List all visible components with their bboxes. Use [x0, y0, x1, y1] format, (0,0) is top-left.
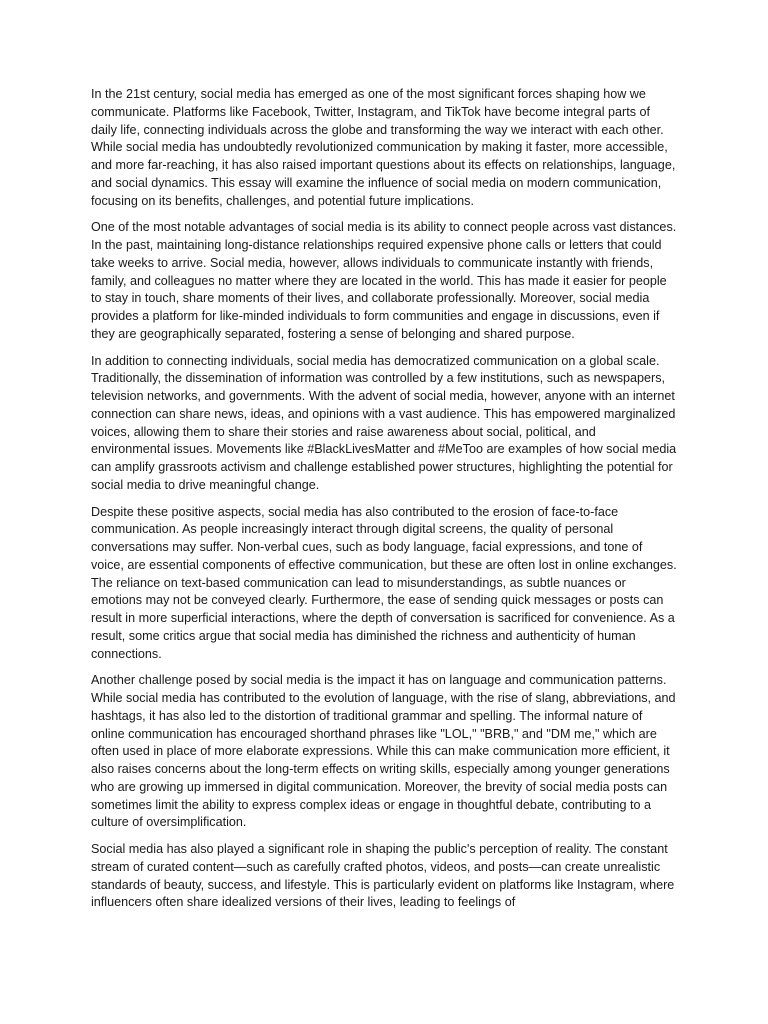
paragraph-language: Another challenge posed by social media is the impact it has on language and communication patterns. While social media has contributed to the evolution of language, with the rise of slang, abbreviations, and hashtags, it has also led to the distortion of traditional grammar and spelling. The informal nature of online communication has encouraged shorthand phrases like "LOL," "BRB," and "DM me," which are often used in place of more elaborate expressions. While this can make communication more efficient, it also raises concerns about the long-term effects on writing skills, especially among younger generations who are growing up immersed in digital communication. Moreover, the brevity of social media posts can sometimes limit the ability to express complex ideas or engage in thoughtful debate, contributing to a culture of oversimplification. [91, 673, 676, 830]
paragraph-connection: One of the most notable advantages of social media is its ability to connect people across vast distances. In the past, maintaining long-distance relationships required expensive phone calls or letters that could take weeks to arrive. Social media, however, allows individuals to communicate instantly with friends, family, and colleagues no matter where they are located in the world. This has made it easier for people to stay in touch, share moments of their lives, and collaborate professionally. Moreover, social media provides a platform for like-minded individuals to form communities and engage in discussions, even if they are geographically separated, fostering a sense of belonging and shared purpose. [91, 220, 677, 341]
paragraph-face-to-face: Despite these positive aspects, social media has also contributed to the erosion of face-to-face communication. As people increasingly interact through digital screens, the quality of personal conversations may suffer. Non-verbal cues, such as body language, facial expressions, and tone of voice, are essential components of effective communication, but these are often lost in online exchanges. The reliance on text-based communication can lead to misunderstandings, as subtle nuances or emotions may not be conveyed clearly. Furthermore, the ease of sending quick messages or posts can result in more superficial interactions, where the depth of conversation is sacrificed for convenience. As a result, some critics argue that social media has diminished the richness and authenticity of human connections. [91, 504, 677, 661]
paragraph-intro: In the 21st century, social media has emerged as one of the most significant forces shaping how we communicate. Platforms like Facebook, Twitter, Instagram, and TikTok have become integral parts of daily life, connecting individuals across the globe and transforming the way we interact with each other. While social media has undoubtedly revolutionized communication by making it faster, more accessible, and more far-reaching, it has also raised important questions about its effects on relationships, language, and social dynamics. This essay will examine the influence of social media on modern communication, focusing on its benefits, challenges, and potential future implications. [91, 87, 676, 208]
paragraph-perception: Social media has also played a significant role in shaping the public's perception of reality. The constant stream of curated content—such as carefully crafted photos, videos, and posts—can create unrealistic standards of beauty, success, and lifestyle. This is particularly evident on platforms like Instagram, where influencers often share idealized versions of their lives, leading to feelings of [91, 842, 675, 910]
essay-body [91, 86, 677, 921]
paragraph-democratization: In addition to connecting individuals, social media has democratized communication on a global scale. Traditionally, the dissemination of information was controlled by a few institutions, such as newspapers, television networks, and governments. With the advent of social media, however, anyone with an internet connection can share news, ideas, and opinions with a vast audience. This has empowered marginalized voices, allowing them to share their stories and raise awareness about social, political, and environmental issues. Movements like #BlackLivesMatter and #MeToo are examples of how social media can amplify grassroots activism and challenge established power structures, highlighting the potential for social media to drive meaningful change. [91, 353, 677, 492]
